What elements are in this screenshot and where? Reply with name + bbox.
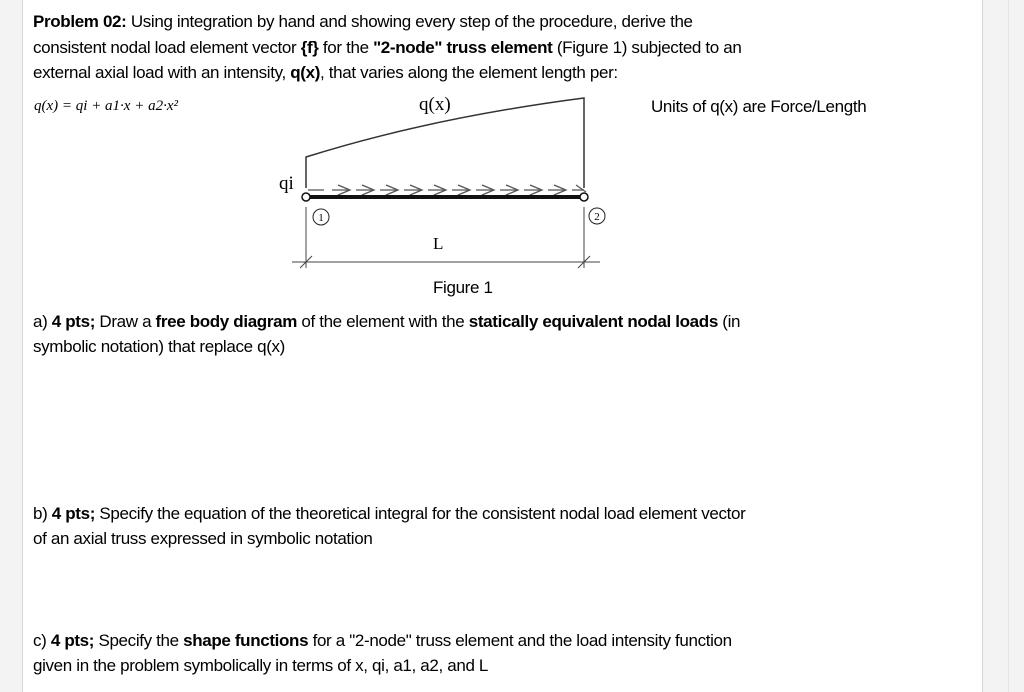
problem-label: Problem 02: bbox=[33, 12, 127, 31]
problem-line-3: external axial load with an intensity, q(x), that varies along the element length per: bbox=[33, 63, 618, 82]
qx-label: q(x) bbox=[419, 94, 451, 115]
problem-line-2: consistent nodal load element vector {f} for the "2-node" truss element (Figure 1) subjected to an bbox=[33, 38, 742, 57]
units-note: Units of q(x) are Force/Length bbox=[651, 97, 867, 116]
part-c-line-2: given in the problem symbolically in terms of x, qi, a1, a2, and L bbox=[33, 656, 489, 675]
vector-symbol: {f} bbox=[300, 38, 319, 57]
part-a-line-2: symbolic notation) that replace q(x) bbox=[33, 337, 285, 356]
element-type: "2-node" truss element bbox=[373, 38, 553, 57]
length-label: L bbox=[433, 234, 444, 253]
part-b-line-2: of an axial truss expressed in symbolic notation bbox=[33, 529, 373, 548]
part-b-line-1: b) 4 pts; Specify the equation of the theoretical integral for the consistent nodal load element vector bbox=[33, 504, 746, 523]
node-2-point bbox=[580, 193, 588, 201]
part-b-points: 4 pts; bbox=[51, 504, 96, 523]
part-c-points: 4 pts; bbox=[50, 631, 95, 650]
part-a-line-1: a) 4 pts; Draw a free body diagram of the element with the statically equivalent nodal loads (in bbox=[33, 312, 741, 331]
node-2-label: 2 bbox=[594, 211, 600, 223]
node-1-label: 1 bbox=[318, 212, 324, 224]
problem-line-1: Problem 02: Using integration by hand and showing every step of the procedure, derive the bbox=[33, 12, 693, 31]
load-formula: q(x) = qi + a1·x + a2·x² bbox=[34, 98, 178, 114]
qi-label: qi bbox=[279, 173, 294, 194]
load-symbol: q(x) bbox=[290, 63, 321, 82]
figure-caption: Figure 1 bbox=[433, 278, 493, 297]
part-a-points: 4 pts; bbox=[51, 312, 96, 331]
axial-load-arrows bbox=[308, 185, 586, 195]
part-c-line-1: c) 4 pts; Specify the shape functions for a "2-node" truss element and the load intensity function bbox=[33, 631, 732, 650]
node-1-point bbox=[302, 193, 310, 201]
length-dimension bbox=[292, 207, 600, 268]
